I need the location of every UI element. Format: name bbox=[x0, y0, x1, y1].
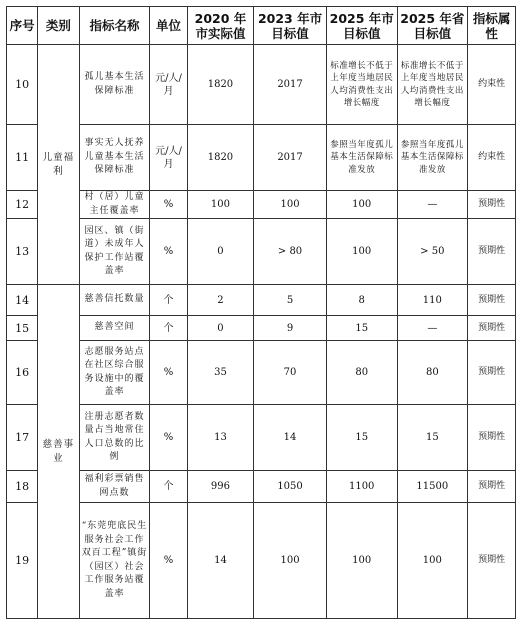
indicator-name: 福利彩票销售网点数 bbox=[79, 471, 150, 503]
value-2020: 1820 bbox=[187, 125, 253, 191]
value-2023: 9 bbox=[254, 316, 327, 341]
unit-cell: 元/人/月 bbox=[150, 45, 187, 125]
value-2020: 0 bbox=[187, 219, 253, 285]
table-row bbox=[7, 45, 516, 125]
attribute-cell: 预期性 bbox=[468, 405, 516, 471]
value-2025-city: 15 bbox=[326, 316, 397, 341]
indicator-name: 慈善信托数量 bbox=[79, 285, 150, 316]
attribute-cell: 预期性 bbox=[468, 219, 516, 285]
header-row bbox=[7, 7, 516, 45]
attribute-cell: 预期性 bbox=[468, 285, 516, 316]
indicator-name: 慈善空间 bbox=[79, 316, 150, 341]
indicator-name: 事实无人抚养儿童基本生活保障标准 bbox=[79, 125, 150, 191]
value-2025-province: 110 bbox=[397, 285, 468, 316]
unit-cell: % bbox=[150, 341, 187, 405]
attribute-cell: 约束性 bbox=[468, 45, 516, 125]
header-seq: 序号 bbox=[7, 7, 38, 45]
value-2020: 100 bbox=[187, 191, 253, 219]
value-2025-province: — bbox=[397, 191, 468, 219]
row-seq: 13 bbox=[7, 219, 38, 285]
value-2020: 996 bbox=[187, 471, 253, 503]
unit-cell: 个 bbox=[150, 316, 187, 341]
value-2025-city: 标准增长不低于上年度当地居民人均消费性支出增长幅度 bbox=[326, 45, 397, 125]
table-row bbox=[7, 191, 516, 219]
value-2025-province: 11500 bbox=[397, 471, 468, 503]
value-2025-province: 15 bbox=[397, 405, 468, 471]
value-2025-province: > 50 bbox=[397, 219, 468, 285]
header-2025-province-target: 2025 年省目标值 bbox=[397, 7, 468, 45]
value-2025-city: 8 bbox=[326, 285, 397, 316]
value-2025-province: 100 bbox=[397, 503, 468, 619]
value-2023: 1050 bbox=[254, 471, 327, 503]
attribute-cell: 预期性 bbox=[468, 471, 516, 503]
header-unit: 单位 bbox=[150, 7, 187, 45]
indicator-name: 园区、镇（街道）未成年人保护工作站覆盖率 bbox=[79, 219, 150, 285]
value-2023: > 80 bbox=[254, 219, 327, 285]
value-2020: 0 bbox=[187, 316, 253, 341]
table-row bbox=[7, 219, 516, 285]
table-row bbox=[7, 285, 516, 316]
header-attribute: 指标属性 bbox=[468, 7, 516, 45]
header-2020-actual: 2020 年市实际值 bbox=[187, 7, 253, 45]
table-row bbox=[7, 316, 516, 341]
attribute-cell: 预期性 bbox=[468, 503, 516, 619]
value-2025-province: 标准增长不低于上年度当地居民人均消费性支出增长幅度 bbox=[397, 45, 468, 125]
indicator-table bbox=[6, 6, 516, 619]
attribute-cell: 预期性 bbox=[468, 316, 516, 341]
value-2023: 70 bbox=[254, 341, 327, 405]
value-2023: 2017 bbox=[254, 125, 327, 191]
attribute-cell: 预期性 bbox=[468, 191, 516, 219]
indicator-name: 村（居）儿童主任覆盖率 bbox=[79, 191, 150, 219]
table-row bbox=[7, 471, 516, 503]
value-2023: 5 bbox=[254, 285, 327, 316]
value-2025-city: 100 bbox=[326, 219, 397, 285]
value-2025-province: 参照当年度孤儿基本生活保障标准发放 bbox=[397, 125, 468, 191]
category-cell: 慈善事业 bbox=[38, 285, 80, 619]
unit-cell: % bbox=[150, 219, 187, 285]
value-2023: 14 bbox=[254, 405, 327, 471]
attribute-cell: 约束性 bbox=[468, 125, 516, 191]
value-2025-province: — bbox=[397, 316, 468, 341]
header-2025-city-target: 2025 年市目标值 bbox=[326, 7, 397, 45]
value-2025-city: 参照当年度孤儿基本生活保障标准发放 bbox=[326, 125, 397, 191]
table-row bbox=[7, 341, 516, 405]
row-seq: 15 bbox=[7, 316, 38, 341]
value-2020: 1820 bbox=[187, 45, 253, 125]
row-seq: 10 bbox=[7, 45, 38, 125]
value-2020: 14 bbox=[187, 503, 253, 619]
unit-cell: % bbox=[150, 405, 187, 471]
value-2020: 13 bbox=[187, 405, 253, 471]
value-2023: 100 bbox=[254, 503, 327, 619]
unit-cell: 个 bbox=[150, 471, 187, 503]
unit-cell: 个 bbox=[150, 285, 187, 316]
category-cell: 儿童福利 bbox=[38, 45, 80, 285]
table-row bbox=[7, 125, 516, 191]
value-2023: 2017 bbox=[254, 45, 327, 125]
row-seq: 17 bbox=[7, 405, 38, 471]
unit-cell: % bbox=[150, 191, 187, 219]
row-seq: 14 bbox=[7, 285, 38, 316]
row-seq: 12 bbox=[7, 191, 38, 219]
value-2025-province: 80 bbox=[397, 341, 468, 405]
value-2025-city: 15 bbox=[326, 405, 397, 471]
unit-cell: 元/人/月 bbox=[150, 125, 187, 191]
row-seq: 19 bbox=[7, 503, 38, 619]
indicator-name: 志愿服务站点在社区综合服务设施中的覆盖率 bbox=[79, 341, 150, 405]
value-2025-city: 100 bbox=[326, 191, 397, 219]
indicator-name: 孤儿基本生活保障标准 bbox=[79, 45, 150, 125]
header-indicator-name: 指标名称 bbox=[79, 7, 150, 45]
row-seq: 16 bbox=[7, 341, 38, 405]
table-row bbox=[7, 405, 516, 471]
indicator-table-container bbox=[6, 6, 516, 619]
unit-cell: % bbox=[150, 503, 187, 619]
indicator-name: 注册志愿者数量占当地常住人口总数的比例 bbox=[79, 405, 150, 471]
value-2025-city: 100 bbox=[326, 503, 397, 619]
table-row bbox=[7, 503, 516, 619]
attribute-cell: 预期性 bbox=[468, 341, 516, 405]
header-2023-target: 2023 年市目标值 bbox=[254, 7, 327, 45]
header-category: 类别 bbox=[38, 7, 80, 45]
indicator-name: “东莞兜底民生服务社会工作双百工程”镇街（园区）社会工作服务站覆盖率 bbox=[79, 503, 150, 619]
value-2025-city: 80 bbox=[326, 341, 397, 405]
row-seq: 11 bbox=[7, 125, 38, 191]
row-seq: 18 bbox=[7, 471, 38, 503]
value-2023: 100 bbox=[254, 191, 327, 219]
value-2020: 35 bbox=[187, 341, 253, 405]
value-2025-city: 1100 bbox=[326, 471, 397, 503]
value-2020: 2 bbox=[187, 285, 253, 316]
